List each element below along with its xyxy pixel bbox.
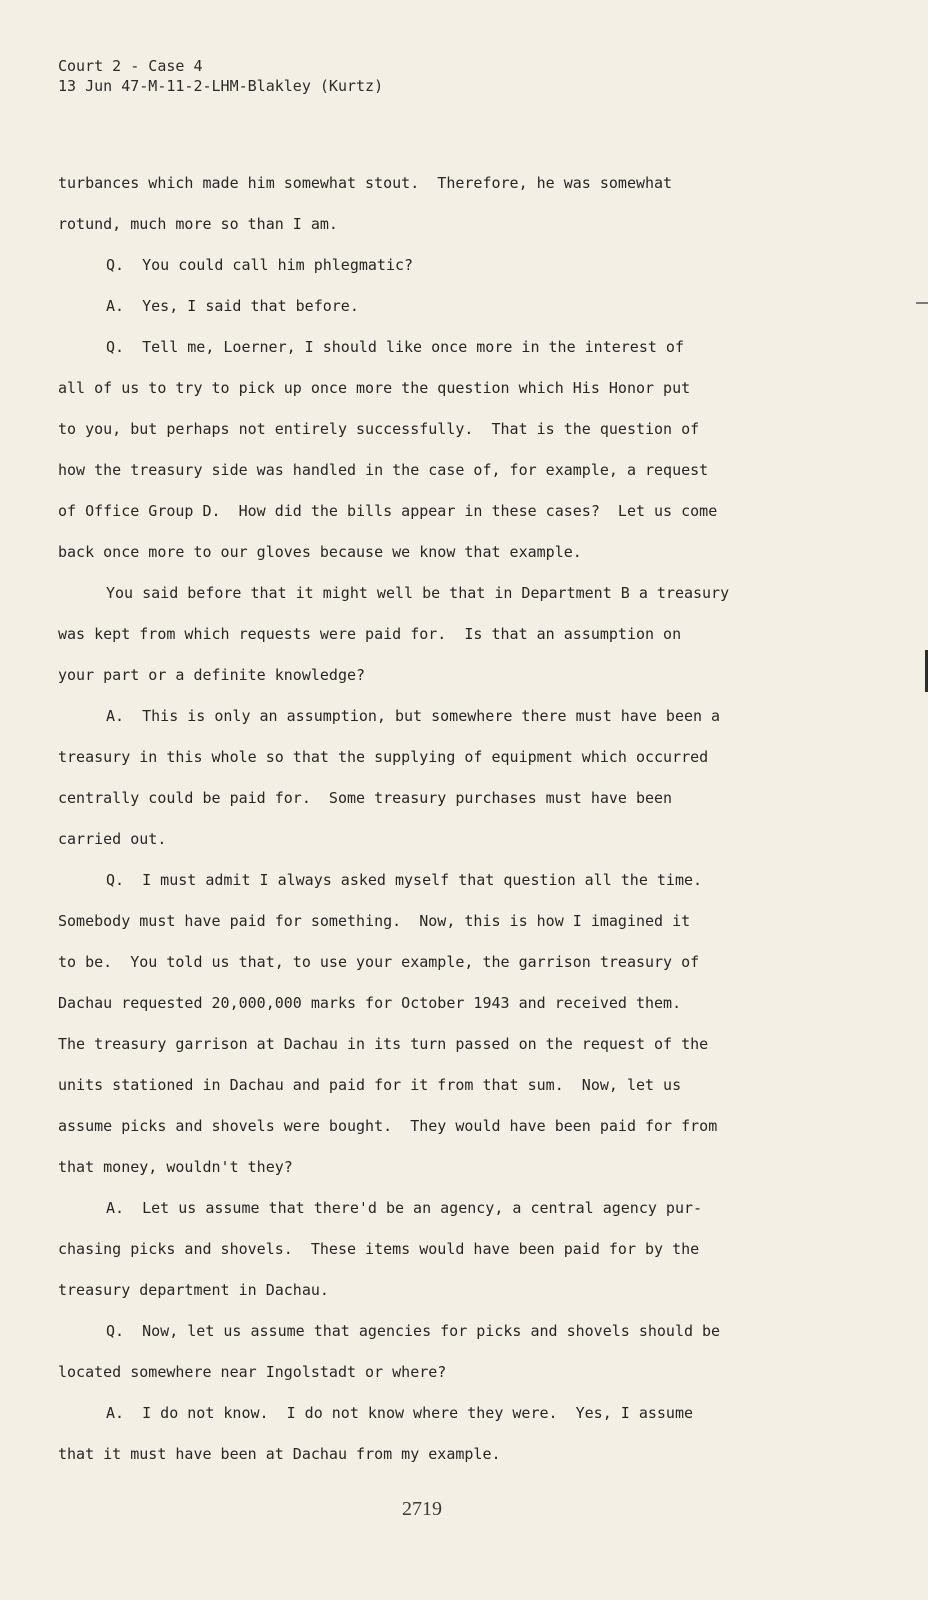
text-line: carried out. [58,830,167,848]
text-line: Somebody must have paid for something. Now, this is how I imagined it [58,912,691,930]
text-line: The treasury garrison at Dachau in its turn passed on the request of the [58,1035,709,1053]
text-line: centrally could be paid for. Some treasury purchases must have been [58,789,673,807]
text-line: that it must have been at Dachau from my example. [58,1445,501,1463]
text-line: Q. I must admit I always asked myself that question all the time. [106,871,703,889]
text-line: all of us to try to pick up once more the question which His Honor put [58,379,691,397]
text-line: treasury department in Dachau. [58,1281,329,1299]
text-line: Q. You could call him phlegmatic? [106,256,414,274]
text-line: turbances which made him somewhat stout. Therefore, he was somewhat [58,174,673,192]
text-line: treasury in this whole so that the supplying of equipment which occurred [58,748,709,766]
text-line: to be. You told us that, to use your example, the garrison treasury of [58,953,700,971]
text-line: how the treasury side was handled in the case of, for example, a request [58,461,709,479]
text-line: A. This is only an assumption, but somewhere there must have been a [106,707,721,725]
case-header [58,56,383,96]
text-line: units stationed in Dachau and paid for it from that sum. Now, let us [58,1076,682,1094]
text-line: your part or a definite knowledge? [58,666,366,684]
edge-mark [916,302,928,304]
text-line: Dachau requested 20,000,000 marks for October 1943 and received them. [58,994,682,1012]
text-line: rotund, much more so than I am. [58,215,338,233]
text-line: of Office Group D. How did the bills appear in these cases? Let us come [58,502,718,520]
text-line: was kept from which requests were paid for. Is that an assumption on [58,625,682,643]
text-line: You said before that it might well be that in Department B a treasury [106,584,730,602]
text-line: Q. Now, let us assume that agencies for picks and shovels should be [106,1322,721,1340]
header-session-info: 13 Jun 47-M-11-2-LHM-Blakley (Kurtz) [58,77,384,95]
text-line: Q. Tell me, Loerner, I should like once more in the interest of [106,338,684,356]
text-line: to you, but perhaps not entirely successfully. That is the question of [58,420,700,438]
text-line: A. I do not know. I do not know where they were. Yes, I assume [106,1404,693,1422]
text-line: chasing picks and shovels. These items would have been paid for by the [58,1240,700,1258]
text-line: back once more to our gloves because we know that example. [58,543,582,561]
header-court-case: Court 2 - Case 4 [58,57,203,75]
text-line: located somewhere near Ingolstadt or where? [58,1363,447,1381]
text-line: assume picks and shovels were bought. They would have been paid for from [58,1117,718,1135]
text-line: A. Let us assume that there'd be an agency, a central agency pur- [106,1199,703,1217]
text-line: that money, wouldn't they? [58,1158,293,1176]
text-line: A. Yes, I said that before. [106,297,359,315]
page-number: 2719 [402,1498,442,1520]
